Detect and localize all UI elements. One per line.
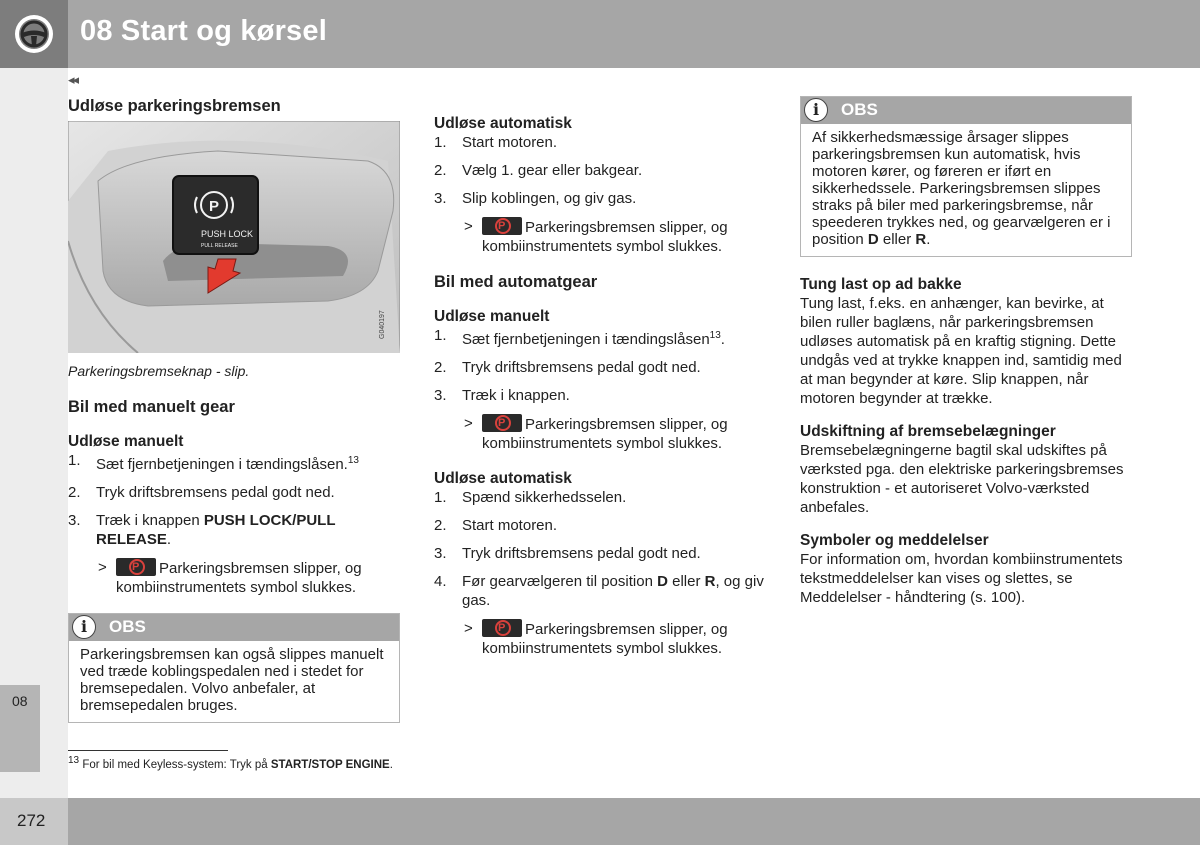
step-result: > P Parkeringsbremsen slipper, og kombiinstrumentets symbol slukkes.	[434, 217, 766, 256]
step-item: 1. Sæt fjernbetjeningen i tændingslåsen$^{13}$.	[434, 327, 725, 348]
subheading-release-automatic: Udløse automatisk	[434, 115, 572, 132]
step-item: 2. Tryk driftsbremsens pedal godt ned.	[68, 484, 335, 501]
steps-list	[434, 488, 766, 658]
heading-manual-gear: Bil med manuelt gear	[68, 398, 235, 416]
step-result: > P Parkeringsbremsen slipper, og kombiinstrumentets symbol slukkes.	[434, 414, 766, 453]
column-1	[68, 96, 400, 723]
obs-note	[68, 613, 400, 723]
obs-text: Parkeringsbremsen kan også slippes manuelt ved træde koblingspedalen ned i stedet for bremsepedalen. Volvo anbefaler, at bremsepedalen bruges.	[80, 646, 384, 714]
heading-automatic-gear: Bil med automatgear	[434, 273, 598, 291]
pull-release-label: PULL RELEASE	[201, 243, 238, 249]
step-item: 1. Start motoren.	[434, 134, 558, 151]
steering-wheel-icon	[14, 14, 54, 54]
page-header	[0, 0, 1200, 68]
step-item: 2. Vælg 1. gear eller bakgear.	[434, 162, 643, 179]
obs-note	[800, 96, 1132, 257]
step-item: 3. Tryk driftsbremsens pedal godt ned.	[434, 545, 701, 562]
chapter-tab-label: 08	[12, 693, 28, 709]
footnote-divider	[68, 750, 228, 751]
heading-brake-pads: Udskiftning af bremsebelægninger	[800, 423, 1056, 440]
page-number-cell	[0, 798, 68, 845]
obs-text: Af sikkerhedsmæssige årsager slippes parkeringsbremsen kun automatisk, hvis motoren kører, og føreren er iført en sikkerhedssele. Parkeringsbremsen slippes straks på biler med parkeringsbremse, når speederen trykkes ned, og gearvælgeren er i position D eller R.	[812, 129, 1111, 248]
footnote: $^{13}$ For bil med Keyless-system: Tryk på START/STOP ENGINE.	[68, 755, 393, 771]
step-item: 3. Træk i knappen PUSH LOCK/PULL RELEASE.	[68, 512, 336, 548]
subheading-release-automatic: Udløse automatisk	[434, 470, 572, 487]
back-arrows-icon[interactable]: ◂◂	[68, 72, 78, 87]
step-result: > P Parkeringsbremsen slipper, og kombiinstrumentets symbol slukkes.	[68, 558, 400, 597]
step-item: 3. Slip koblingen, og giv gas.	[434, 190, 637, 207]
step-item: 1. Spænd sikkerhedsselen.	[434, 489, 627, 506]
step-item: 2. Start motoren.	[434, 517, 558, 534]
section-title: Udløse parkeringsbremsen	[68, 97, 281, 115]
steps-list	[68, 451, 400, 597]
step-item: 4. Før gearvælgeren til position D eller R, og giv gas.	[434, 573, 764, 609]
parking-brake-symbol-icon	[482, 414, 522, 432]
steps-list	[434, 133, 766, 256]
paragraph: Bremsebelægningerne bagtil skal udskiftes på værksted pga. den elektriske parkeringsbremses konstruktion - et autoriseret Volvo-værksted anbefales.	[800, 442, 1124, 516]
obs-header	[801, 97, 1131, 124]
heading-heavy-load: Tung last op ad bakke	[800, 276, 962, 293]
chapter-title: 08 Start og kørsel	[80, 15, 327, 47]
info-icon: i	[804, 98, 828, 122]
chapter-tab[interactable]	[0, 685, 40, 772]
svg-text:P: P	[208, 198, 220, 215]
step-item: 3. Træk i knappen.	[434, 387, 570, 404]
column-3	[800, 96, 1132, 607]
parking-brake-button-photo	[68, 121, 400, 353]
obs-title: OBS	[109, 617, 146, 636]
subheading-release-manual: Udløse manuelt	[68, 433, 184, 450]
obs-title: OBS	[841, 100, 878, 119]
page-number: 272	[17, 811, 46, 830]
step-item: 2. Tryk driftsbremsens pedal godt ned.	[434, 359, 701, 376]
step-item: 1. Sæt fjernbetjeningen i tændingslåsen.$^{13}$	[68, 452, 359, 473]
figure-caption: Parkeringsbremseknap - slip.	[68, 363, 250, 379]
obs-header	[69, 614, 399, 641]
parking-brake-symbol-icon	[482, 217, 522, 235]
parking-brake-symbol-icon	[482, 619, 522, 637]
column-2	[434, 114, 766, 667]
info-icon: i	[72, 615, 96, 639]
step-result: > P Parkeringsbremsen slipper, og kombiinstrumentets symbol slukkes.	[434, 619, 766, 658]
parking-brake-symbol-icon	[116, 558, 156, 576]
steps-list	[434, 326, 766, 453]
header-icon-cell	[0, 0, 68, 68]
heading-symbols-messages: Symboler og meddelelser	[800, 532, 989, 549]
paragraph: Tung last, f.eks. en anhænger, kan bevirke, at bilen ruller baglæns, når parkeringsbremsen udløses automatisk på en kraftig stigning. Dette undgås ved at trykke knappen ind, samtidig med at man begynder at køre. Slip knappen, når motoren begynder at trække.	[800, 295, 1122, 407]
push-lock-label: PUSH LOCK	[201, 229, 254, 239]
paragraph: For information om, hvordan kombiinstrumentets tekstmeddelelser kan vises og slettes, se Meddelelser - håndtering (s. 100).	[800, 551, 1123, 606]
figure-code: G040197	[379, 310, 386, 339]
page-footer	[0, 798, 1200, 845]
subheading-release-manual: Udløse manuelt	[434, 308, 550, 325]
